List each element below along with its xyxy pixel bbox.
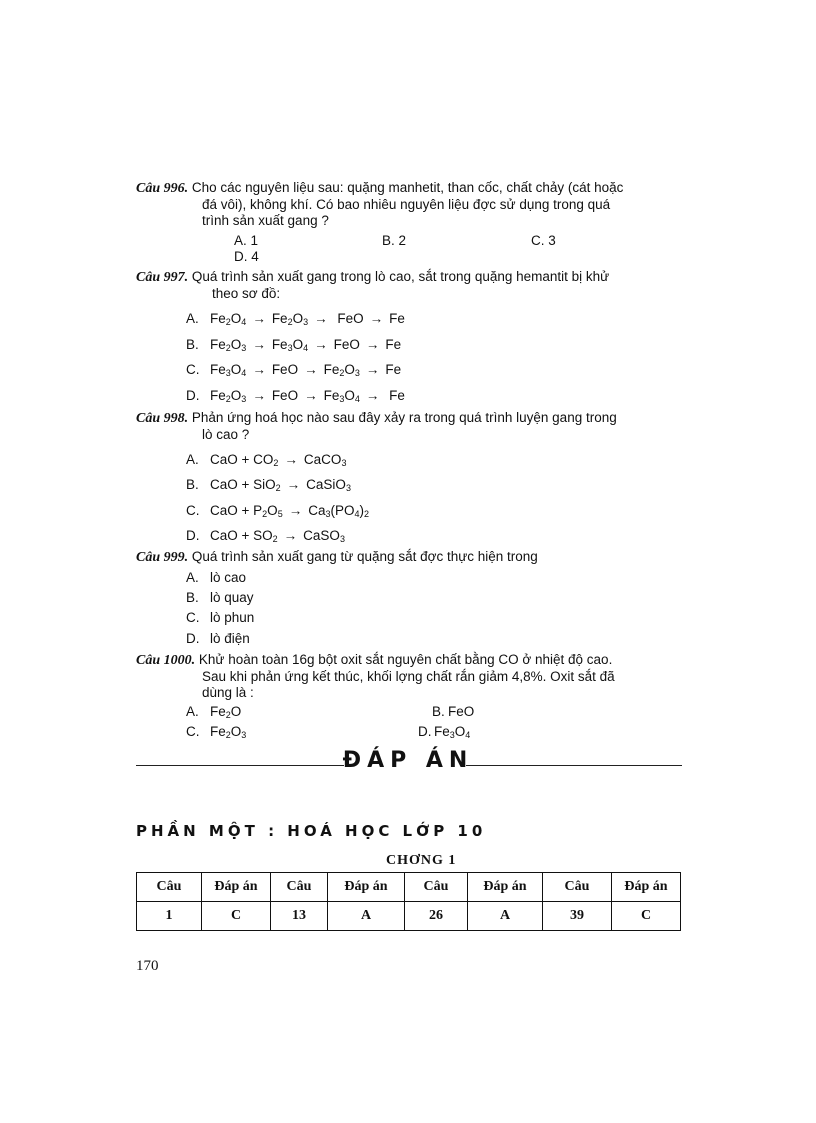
option-a: A. 1 — [234, 233, 259, 248]
question-number: Câu 998. — [136, 411, 189, 426]
table-header-row — [137, 873, 681, 902]
header-cell: Câu — [271, 873, 328, 902]
option-c: C. CaO + $P_2O_5 \to Ca_3(PO_4)_2$ — [186, 503, 370, 519]
option-b: B. CaO + SiO$_2$ → CaSiO$_3$ — [186, 477, 351, 493]
table-cell: 26 — [405, 902, 468, 931]
answer-table — [136, 872, 681, 931]
option-a: A. lò cao — [186, 570, 247, 585]
chapter-title: CHƠNG 1 — [386, 853, 457, 868]
table-cell: A — [328, 902, 405, 931]
answers-heading: ĐÁP ÁN — [342, 748, 474, 773]
option-a: A. $Fe_2O$ — [186, 704, 242, 720]
question-text-line1: Khử hoàn toàn 16g bột oxit sắt nguyên chất bằng CO ở nhiệt độ cao. — [198, 652, 613, 667]
question-996 — [136, 180, 682, 229]
question-number: Câu 996. — [136, 181, 189, 196]
page-number: 170 — [136, 958, 159, 974]
header-cell: Đáp án — [202, 873, 271, 902]
option-d: D. CaO + $SO_2$ → CaSO$_3$ — [186, 528, 345, 544]
question-text-line1: Quá trình sản xuất gang từ quặng sắt đợc thực hiện trong — [191, 549, 538, 564]
question-998 — [136, 410, 682, 443]
question-1000 — [136, 652, 682, 701]
table-cell: C — [612, 902, 681, 931]
question-text-line3: trình sản xuất gang ? — [202, 213, 329, 228]
header-cell: Câu — [543, 873, 612, 902]
question-997 — [136, 269, 682, 302]
question-999 — [136, 549, 682, 566]
question-text-line2: Sau khi phản ứng kết thúc, khối lợng chất rắn giảm 4,8%. Oxit sắt đã — [202, 669, 615, 684]
option-b: B. 2 — [382, 233, 407, 248]
option-d: D. lò điện — [186, 631, 250, 646]
question-text-line2: đá vôi), không khí. Có bao nhiêu nguyên liệu đợc sử dụng trong quá — [202, 197, 611, 212]
question-number: Câu 999. — [136, 550, 189, 565]
option-c: C. $Fe_2O_3$ — [186, 724, 247, 740]
option-a: A. $Fe_2O_4 \to Fe_2O_3$ → FeO → Fe — [186, 311, 405, 327]
option-b: B. FeO — [432, 704, 475, 719]
question-text-line1: Cho các nguyên liệu sau: quặng manhetit, than cốc, chất chảy (cát hoặc — [191, 180, 624, 195]
question-text-line2: lò cao ? — [202, 427, 250, 442]
table-cell: C — [202, 902, 271, 931]
question-number: Câu 1000. — [136, 653, 196, 668]
table-cell: 13 — [271, 902, 328, 931]
question-text-line3: dùng là : — [202, 685, 254, 700]
question-number: Câu 997. — [136, 270, 189, 285]
header-cell: Đáp án — [612, 873, 681, 902]
header-cell: Đáp án — [328, 873, 405, 902]
option-c: C. 3 — [531, 233, 556, 248]
header-cell: Đáp án — [468, 873, 543, 902]
table-row — [137, 902, 681, 931]
question-text-line1: Phản ứng hoá học nào sau đây xảy ra trong quá trình luyện gang trong — [191, 410, 617, 425]
table-cell: 1 — [137, 902, 202, 931]
option-d: D. $Fe_3O_4$ — [418, 724, 471, 740]
option-b: B. $Fe_2O_3 \to Fe_3O_4$ → FeO → Fe — [186, 337, 402, 353]
header-cell: Câu — [137, 873, 202, 902]
option-c: C. $Fe_3O_4$ → FeO → $Fe_2O_3 \to Fe$ — [186, 362, 402, 378]
option-d: D. $Fe_2O_3$ → FeO → $Fe_3O_4 \to Fe$ — [186, 388, 405, 404]
option-c: C. lò phun — [186, 610, 255, 625]
part-title: PHẦN MỘT : HOÁ HỌC LỚP 10 — [136, 822, 487, 840]
header-cell: Câu — [405, 873, 468, 902]
option-b: B. lò quay — [186, 590, 254, 605]
option-a: A. CaO + $CO_2$ → CaCO$_3$ — [186, 452, 347, 468]
table-cell: 39 — [543, 902, 612, 931]
option-d: D. 4 — [234, 249, 259, 264]
question-text-line2: theo sơ đồ: — [212, 286, 281, 301]
question-text-line1: Quá trình sản xuất gang trong lò cao, sắt trong quặng hemantit bị khử — [191, 269, 610, 284]
table-cell: A — [468, 902, 543, 931]
